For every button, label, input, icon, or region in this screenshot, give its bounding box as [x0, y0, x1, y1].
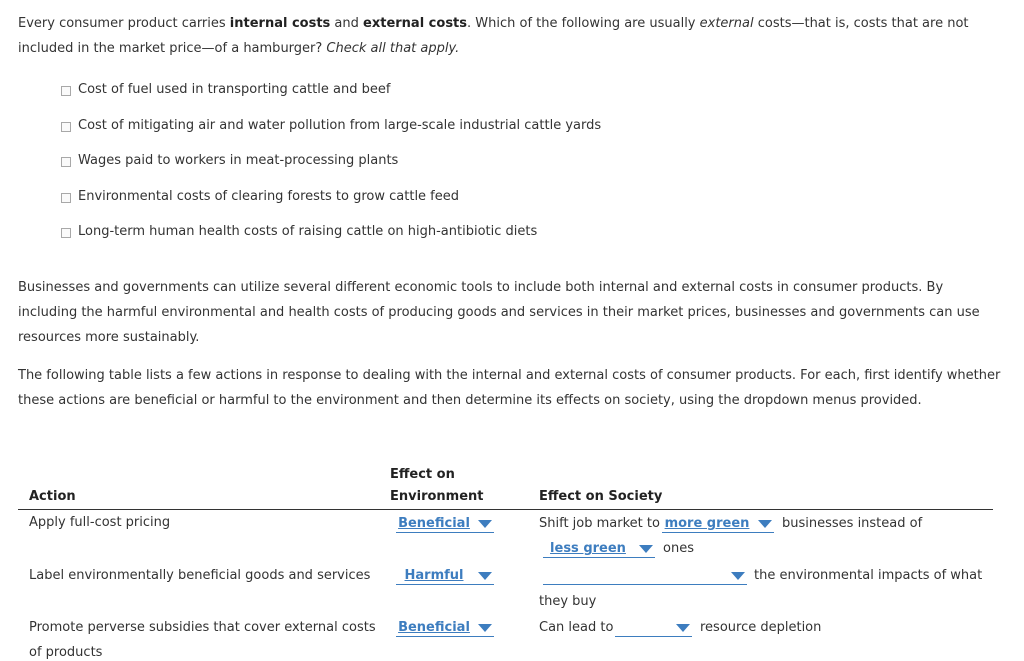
- row3-society-text-pre: Can lead to: [539, 620, 614, 635]
- option-forest-clearing[interactable]: [61, 187, 459, 205]
- option-label: Long-term human health costs of raising cattle on high-antibiotic diets: [78, 223, 538, 239]
- dropdown-value: Beneficial: [398, 516, 470, 531]
- header-action: Action: [29, 489, 76, 504]
- row1-society-text-post: ones: [663, 541, 694, 556]
- row1-society-text-mid: businesses instead of: [782, 516, 923, 531]
- row1-society-text-pre: Shift job market to: [539, 516, 660, 531]
- row2-action: Label environmentally beneficial goods and services: [29, 568, 371, 583]
- header-society: Effect on Society: [539, 489, 663, 504]
- header-environment-line2: Environment: [390, 489, 484, 504]
- option-label: Wages paid to workers in meat-processing plants: [78, 152, 399, 168]
- checkbox[interactable]: [61, 122, 71, 132]
- checkbox[interactable]: [61, 228, 71, 238]
- chevron-down-icon: [731, 572, 745, 580]
- row2-society-text-post: they buy: [539, 594, 597, 609]
- table-header-rule: [18, 509, 993, 510]
- paragraph-economic-tools: Businesses and governments can utilize several different economic tools to include both internal and external costs in consumer products. By including the harmful environmental and health costs of producing goods and services in their market prices, businesses and governments can use resources more sustainably.: [18, 280, 980, 345]
- row3-action-line1: Promote perverse subsidies that cover external costs: [29, 620, 376, 635]
- option-wages[interactable]: [61, 151, 398, 169]
- row3-society-text-post: resource depletion: [700, 620, 822, 635]
- option-health-costs[interactable]: [61, 222, 537, 240]
- checkbox[interactable]: [61, 86, 71, 96]
- checkbox[interactable]: [61, 157, 71, 167]
- row2-environment-dropdown[interactable]: [396, 567, 494, 585]
- question-prompt: Every consumer product carries internal costs and external costs. Which of the following are usually external costs—that is, costs that are not included in the market price—of a hamburger? Check all that apply.: [18, 16, 969, 56]
- chevron-down-icon: [758, 520, 772, 528]
- chevron-down-icon: [478, 624, 492, 632]
- option-pollution-cost[interactable]: [61, 116, 601, 134]
- row1-society-dropdown-2[interactable]: [543, 540, 655, 558]
- row2-society-dropdown[interactable]: [543, 567, 747, 585]
- row3-society-dropdown[interactable]: [615, 619, 692, 637]
- row3-action-line2: of products: [29, 645, 103, 660]
- paragraph-table-instructions: The following table lists a few actions in response to dealing with the internal and external costs of consumer products. For each, first identify whether these actions are beneficial or harmful to the environment and then determine its effects on society, using the dropdown menus provided.: [18, 368, 1001, 408]
- dropdown-value: Harmful: [404, 568, 464, 583]
- row2-society-text-mid: the environmental impacts of what: [754, 568, 983, 583]
- option-label: Cost of mitigating air and water pollution from large-scale industrial cattle yards: [78, 117, 602, 133]
- chevron-down-icon: [478, 520, 492, 528]
- option-fuel-cost[interactable]: [61, 80, 390, 98]
- row1-action: Apply full-cost pricing: [29, 515, 171, 530]
- dropdown-value: Beneficial: [398, 620, 470, 635]
- option-label: Cost of fuel used in transporting cattle and beef: [78, 81, 391, 97]
- chevron-down-icon: [639, 545, 653, 553]
- checkbox[interactable]: [61, 193, 71, 203]
- dropdown-value: less green: [550, 541, 626, 556]
- row1-society-dropdown-1[interactable]: [662, 515, 774, 533]
- row1-environment-dropdown[interactable]: [396, 515, 494, 533]
- dropdown-value: more green: [664, 516, 750, 531]
- header-environment-line1: Effect on: [390, 467, 455, 482]
- chevron-down-icon: [478, 572, 492, 580]
- chevron-down-icon: [676, 624, 690, 632]
- option-label: Environmental costs of clearing forests to grow cattle feed: [78, 188, 460, 204]
- row3-environment-dropdown[interactable]: [396, 619, 494, 637]
